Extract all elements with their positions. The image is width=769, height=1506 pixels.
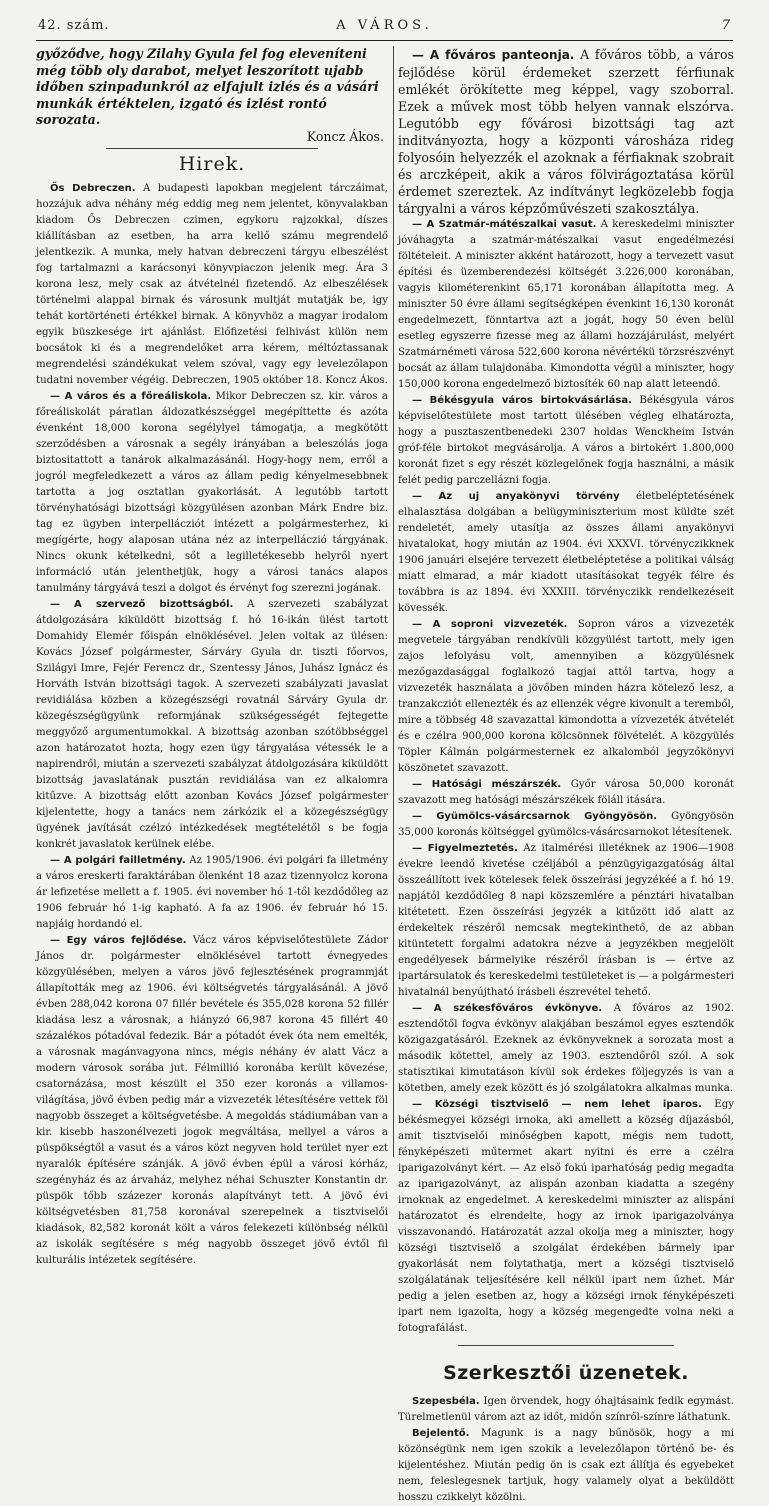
editor-note-text: Magunk is a nagy bűnösök, hogy a mi közönségünk nem igen szokik a levelezőlapon történő be- és kijelentéshez. Miután pedig ön is csak ezt állítja és egyebeket nem, feleslegesnek tartjuk, hogy valamely olyat a beküldött hosszu czikkelyt közölni. [398,1428,734,1503]
news-item [398,393,734,489]
news-item [36,933,388,1269]
news-item-text: Mikor Debreczen sz. kir. város a főreáliskolát páratlan áldozatkészséggel megépíttette és azóta évenként 18,000 korona segélylyel támogatja, a megkötött szerződésben a városnak a segély irányában a beleszólás joga biztositattott a tanárok alkalmazásánál. Hogy-hogy nem, erről a jogról megfeledkezett a város az állam pedig kényelmesebbnek tartotta a jog osztatlan gyakorlását. A legutóbb tartott törvényhatósági bizottsági közgyülésen azonban Márk Endre biz. tag ez ügyben interpellácziót intézett a polgármesterhez, ki megígérte, hogy alaposan utána néz az interpelláczió tárgyának. Nincs okunk kételkedni, sőt a legilletékesebb helyről nyert információ után jelenthetjük, hogy a városi tanács alapos tanulmány tárgyává teszi a dolgot és érvényt fog szerezni jogának. [36,390,388,594]
header-rule [36,40,733,41]
page-header [38,18,731,40]
article-conclusion: győződve, hogy Zilahy Gyula fel fog eleveníteni még több oly darabot, melyet leszorított ujabb időben szinpadunkról az elfajult izlés és a vásári munkák értéktelen, izgató és izlést rontó sorozata. [36,46,379,127]
section-rule [458,1345,674,1346]
news-item-text: Egy békésmegyei községi irnoka, aki amellett a község díjazásból, amit tisztviselői minőségben kapott, mégis nem tudott, fényképészeti műtermet akart nyitni és erre a czélra iparigazolványt kért. — Az első fokú iparhatóság pedig megadta az iparigazolványt, az alispán azonban kiadatta a szegény irnoknak az engedelmet. A kereskedelmi miniszter az alispáni határozatot és elrendelte, hogy az irnok iparigazolványa visszavonandó. Határozatát azzal okolja meg a miniszter, hogy községi tisztviselő a szolgálat érdekében bármely ipar gyakorlását nem folytathatja, mert a községi tisztviselő szolgálatának teljesítésére kell nélkül ipart nem űzhet. Már pedig a jelen esetben az, hogy a községi irnok fényképészeti ipart nem igazolta, hogy a község megengedte volna neki a fotografálást. [398,1099,734,1334]
section-title-hirek: Hirek. [178,152,246,175]
news-item-title: — A soproni vizvezeték. [412,619,568,630]
issue-number: 42. szám. [38,18,110,33]
section-rule [106,148,318,149]
news-item-text: A főváros az 1902. esztendőtől fogva évkönyv alakjában beszámol egyes esztendők közigazgatásáról. Ezeknek az évkönyveknek a sorozata most a második kötettel, amely az 1903. esztendőről szól. A sok statisztikai kimutatáson kívül sok érdekes följegyzés is van a kötetben, amely ezek között és jó szolgálatokra alkalmas munka. [398,1003,734,1094]
news-item [398,809,734,841]
news-item-title: — Békésgyula város birtokvásárlása. [412,395,632,406]
column-divider [393,46,394,1157]
news-item-title: — A székesfőváros évkönyve. [412,1003,603,1014]
news-item-title: — Figyelmeztetés. [412,843,518,854]
journal-title: A VÁROS. [336,18,433,33]
news-item [398,777,734,809]
news-item [36,853,388,933]
news-item-title: — A szervező bizottságból. [50,598,234,610]
signature: Koncz Ákos. [306,128,384,144]
news-item-text: életbeléptetésének elhalasztása dolgában a belügyminiszterium most küldte szét rendeletét, amely utasítja az összes állami anyakönyvi hivatalokat, hogy miután az 1904. évi XXXVI. törvényczikknek 1906 januári elsejére tervezett életbeléptetése a politikai válság miatt elmarad, a már kiadott utasításokat tegyék félre és továbbra is az 1894. évi XXXIII. törvényczikk rendelkezéseit kövessék. [398,491,734,614]
news-item [398,617,734,777]
news-item-text: Gyöngyösön 35,000 koronás költséggel gyümölcs-vásárcsarnokot létesítenek. [398,811,734,838]
news-item-text: Vácz város képviselőtestülete Zádor János dr. polgármester elnöklésével tartott évnegyedes közgyülésében, melyen a város jövő fejlesztésének programmját állapították meg az 1906. évi költségvetés tárgyalásánál. A jövő évben 288,042 korona 07 fillér bevétele és 355,028 korona 52 fillér kiadása lesz a városnak, a hiányzó 66,987 korona 45 fillért 40 százalékos pótadóval fedezik. Bár a pótadót évek óta nem emelték, a városnak magánvagyona nincs, mégis néhány év alatt Vácz a modern városok sorába jut. Félmillió koronába került kövezése, csatornázása, most készült el 350 ezer koronás a villamos-világítása, jövő évben pedig már a vizvezeték létesítésére vettek föl nagyobb összeget a költségvetésbe. A megoldás stádiumában van a kir. kisebb haszonélvezeti jogok megváltása, mellyel a város a püspökségtől a vasut és a város közt negyven hold terület nyer ezt nyaralók építésére szánják. A jövő évben épül a városi kórház, szegényház és az árvaház, melyhez néhai Schuszter Konstantin dr. püspök tőbb százezer koronás alapítványt tett. A jövő évi költségvetésben 81,758 koronával szerepelnek a tisztviselői kiadások, 82,582 koronát költ a város felekezeti különbség nélkül az iskolák segítésére s még nagyobb összeget jövő évtől fil kulturális intézetek segítésére. [36,934,388,1266]
news-item [36,389,388,597]
section-title-szerkesztoi: Szerkesztői üzenetek. [443,1362,689,1384]
editor-note [398,1426,734,1506]
news-item-title: — Községi tisztviselő — nem lehet iparos. [412,1099,702,1110]
news-item-text: Az italmérési illetéknek az 1906—1908 évekre leendő kivetése czéljából a pénzügyigazgatóság által összeállított ivek kötelesek felek összeírási jegyzékéé a f. hó 19. napjától kezdődőleg 8 napi közszemlére a pénztári hivatalban kitétetett. Ezen összeírási jegyzék a kitűzött idő alatt az érdekeltek részéről nemcsak megtekinthető, de az abban kitüntetett forgalmi adatokra nézve a jegyzékben megjelölt engedélyesek bármelyike részéről írásban is — értve az ipartársulatok és kereskedelmi testületeket is — a polgármesteri hivatalnál benyújtható írásbeli észrevétel tehető. [398,843,734,998]
news-item-text: Győr városa 50,000 koronát szavazott meg hatósági mészárszékek föláll itására. [398,779,734,806]
news-item-title: — A polgári failletmény. [50,854,186,866]
news-item [36,597,388,853]
right-column [398,46,735,1503]
news-item-title: — A város és a főreáliskola. [50,390,212,402]
news-item [398,841,734,1001]
news-item-text: A szervezeti szabályzat átdolgozására kiküldött bizottság f. hó 16-ikán ülést tartott Domahidy Elemér főispán elnöklésével. Jelen voltak az ülésen: Kovács József polgármester, Sárváry Gyula dr. tiszti főorvos, Szilágyi Imre, Fejér Ferencz dr., Szentessy János, Juhász Ignácz és Horváth István bizottsági tagok. A szervezeti szabályzati javaslat revidiálása közben a közegészségi rovatnál Sárváry Gyula dr. közegészségügyünk reformjának szükségességét fejtegette meggyőző argumentumokkal. A bizottság azonban szótöbbséggel azon határozatot hozta, hogy ezen ügy tárgyalása vétessék le a napirendről, miután a szervezeti szabályzat átdolgozására kiküldött bizottság javaslatának pusztán revidiálása van ez alkalomra kitűzve. A bizottság előtt azonban Kovács József polgármester kijelentette, hogy a tanács nem zárkózik el a közegészségügy ügyének javítását czélzó intézkedések megtételétől s be fogja konkrét javaslatok kerülnek elébe. [36,598,388,850]
news-item-text: Békésgyula város képviselőtestülete most tartott ülésében végleg elhatározta, hogy a pusztaszentbenedeki 2307 holdas Wenckheim István gróf-féle birtokot megvásárolja. A város a birtokért 1.800,000 koronát fizet s egy részét közlegelőnek fogja használni, a másik felét pedig parczellázni fogja. [398,395,734,486]
news-item-text: A főváros több, a város fejlődése körül érdemeket szerzett férfiunak emlékét örökítette meg képpel, vagy szoborral. Ezek a művek most több helyen vannak elszórva. Legutóbb egy fővárosi bizottsági tag azt inditványozta, hogy a központi városháza rideg folyosóin helyezzék el azoknak a férfiaknak szobrait és arczképeit, akik a város fölvirágoztatása körül érdemet szereztek. Az indítványt legközelebb fogja tárgyalni a város képzőművészeti szakosztálya. [398,47,734,216]
news-item-title: — Hatósági mészárszék. [412,779,562,790]
news-item [398,1097,734,1337]
editor-note [398,1394,734,1426]
news-item-title: — A Szatmár-mátészalkai vasut. [412,219,597,230]
news-item [398,1001,734,1097]
news-item-title: — A főváros panteonja. [412,48,575,62]
news-item-title: Ős Debreczen. [50,182,136,194]
news-item [36,181,388,389]
news-item-text: A budapesti lapokban megjelent tárczáimat, hozzájuk adva néhány még eddig meg nem jelentet, könyvalakban kiadom Ős Debreczen czimen, egykoru rajzokkal, díszes kiállításban az esetben, ha arra kellő számu megrendelő jelentkezik. A munka, mely hatvan debreczeni tárgyu elbeszélést fog tartalmazni a karácsonyi könyvpiaczon jelenik meg. Ára 3 korona lesz, mely csak az átvételnél fizetendő. Az elbeszélések történelmi alappal birnak és városunk multját mutatják be, igy tehát kortörténeti értékkel birnak. A könyvhöz a magyar irodalom egyik büszkesége irt ajánlást. Előfizetési felhivást külön nem bocsátok ki és a megrendelőket arra kérem, méltóztassanak megrendelési szándékukat velem szóval, vagy egy levelezőlapon tudatni november végéig. Debreczen, 1905 október 18. Koncz Ákos. [36,182,388,386]
news-item [398,217,734,393]
left-column [36,46,388,1266]
editor-note-text: Igen örvendek, hogy óhajtásaink fedik egymást. Türelmetlenül várom azt az időt, midőn színről-színre láthatunk. [398,1396,734,1423]
editor-note-title: Szepesbéla. [412,1396,480,1407]
news-item-title: — Egy város fejlődése. [50,934,187,946]
news-item [398,489,734,617]
news-item-lead [398,46,734,217]
news-item-text: Az 1905/1906. évi polgári fa illetmény a város ereskerti faraktárában ölenként 18 azaz tizennyolcz korona ár lefizetése mellett a f. 1905. évi november hó 1-től kezdődőleg az 1906 február hó 1-ig kapható. A fa az 1906. év február hó 15. napjáig hordandó el. [36,854,388,930]
page-number: 7 [721,18,731,33]
news-item-text: Sopron város a vizvezeték megvetele tárgyában rendkívüli közgyülést tartott, mely igen zajos lefolyásu volt, amennyiben a közgyülésnek mezőgazdasággal foglalkozó tagjai attól tartva, hogy a vizvezeték használata a jövőben minden házra kötelező lesz, a tranzakcziót ellenezték és az ellenzék végre kivonult a teremből, mire a többség 48 szavazattal kimondotta a vízvezeték átvételét és e czélra 900,000 korona kölcsönnek fölvételét. A közgyülés Töpler Kálmán polgármesternek ez alkalomból jegyzőkönyvi köszönetet szavazott. [398,619,735,774]
news-item-title: — Gyümölcs-vásárcsarnok Gyöngyösön. [412,811,658,822]
editor-note-title: Bejelentő. [412,1428,470,1439]
news-item-text: A kereskedelmi miniszter jóváhagyta a szatmár-mátészalkai vasut engedélmezési föltételeit. A miniszter akként határozott, hogy a tervezett vasut építési és üzemberendezési költségét 3.226,000 koronában, vagyis kilométerenkint 65,171 koronában állapította meg. A miniszter 50 évre állami segítségképen évenkint 16,130 koronát engedelmezett, fönntartva azt a jogát, hogy 50 éven belül esetleg egyszerre fizesse meg az állami hozzájárulást, melyért Szatmárnémeti városa 522,600 korona névértékü törzsrészvényt bocsát az állam tulajdonába. Kimondotta végül a miniszter, hogy 150,000 korona engedelmező biztosíték 60 nap alatt leteendő. [398,219,735,390]
news-item-title: — Az uj anyakönyvi törvény [412,491,620,502]
